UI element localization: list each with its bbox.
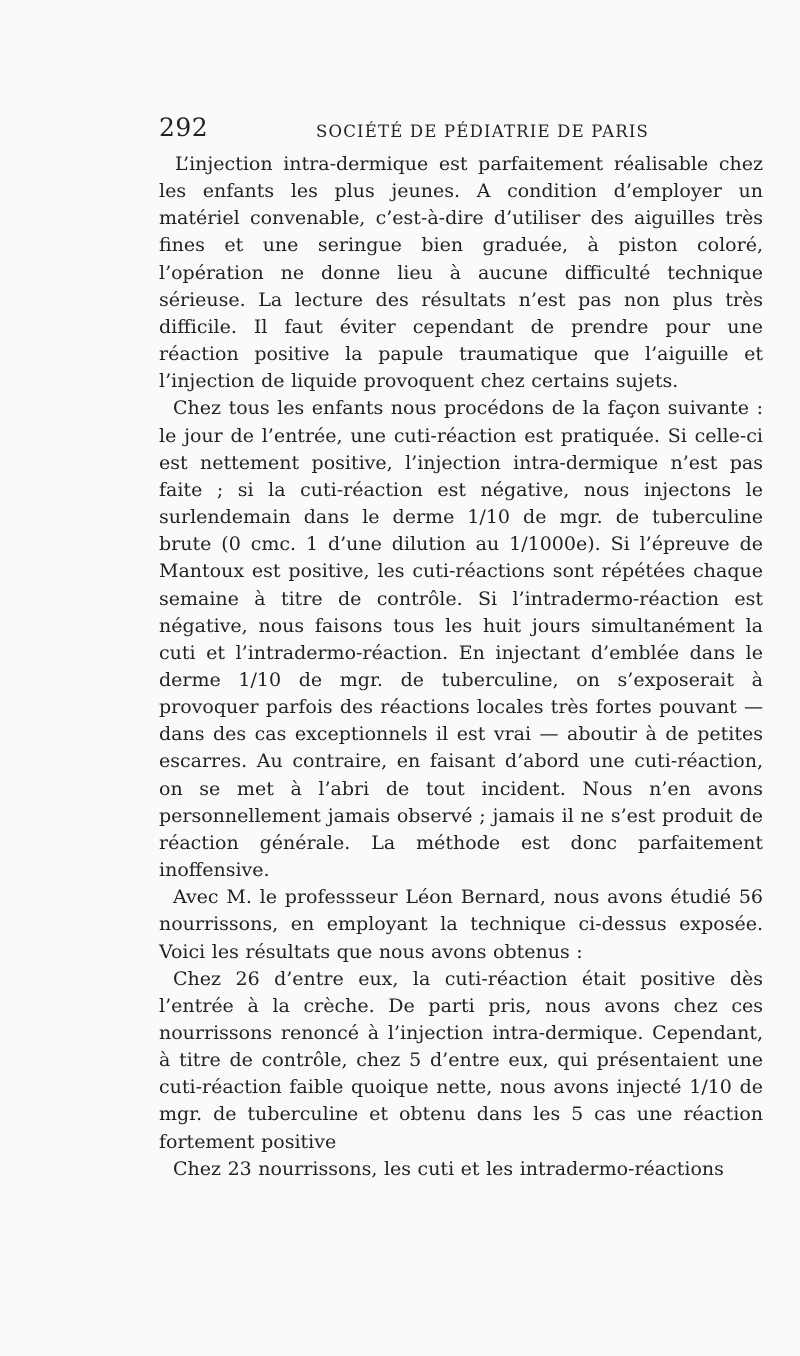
paragraph: Chez 26 d’entre eux, la cuti-réaction était positive dès l’entrée à la crèche. De parti pris, nous avons chez ces nourrissons renoncé à l’injection intra-dermique. Cependant, à titre de contrôle, chez 5 d’entre eux, qui présentaient une cuti-réaction faible quoique nette, nous avons injecté 1/10 de mgr. de tuberculine et obtenu dans les 5 cas une réaction fortement positive	[159, 967, 763, 1153]
paragraph: L’injection intra-dermique est parfaitement réalisable chez les enfants les plus jeunes. A condition d’employer un matériel convenable, c’est-à-dire d’utiliser des aiguilles très fines et une seringue bien graduée, à piston coloré, l’opération ne donne lieu à aucune difficulté technique sérieuse. La lecture des résultats n’est pas non plus très difficile. Il faut éviter cependant de prendre pour une réaction positive la papule traumatique que l’aiguille et l’injection de liquide provoquent chez certains sujets.	[159, 153, 763, 393]
paragraph: Chez 23 nourrissons, les cuti et les intradermo-réactions	[173, 1157, 724, 1180]
page-header	[159, 113, 763, 147]
running-title: SOCIÉTÉ DE PÉDIATRIE DE PARIS	[316, 122, 650, 141]
paragraph: Avec M. le professseur Léon Bernard, nous avons étudié 56 nourrissons, en employant la technique ci-dessus exposée. Voici les résultats que nous avons obtenus :	[159, 886, 763, 963]
body-text	[159, 151, 763, 1183]
paragraph: Chez tous les enfants nous procédons de la façon suivante : le jour de l’entrée, une cuti-réaction est pratiquée. Si celle-ci est nettement positive, l’injection intra-dermique n’est pas faite ; si la cuti-réaction est négative, nous injectons le surlendemain dans le derme 1/10 de mgr. de tuberculine brute (0 cmc. 1 d’une dilution au 1/1000e). Si l’épreuve de Mantoux est positive, les cuti-réactions sont répétées chaque semaine à titre de contrôle. Si l’intradermo-réaction est négative, nous faisons tous les huit jours simultanément la cuti et l’intradermo-réaction. En injectant d’emblée dans le derme 1/10 de mgr. de tuberculine, on s’exposerait à provoquer parfois des réactions locales très fortes pouvant — dans des cas exceptionnels il est vrai — aboutir à de petites escarres. Au contraire, en faisant d’abord une cuti-réaction, on se met à l’abri de tout incident. Nous n’en avons personnellement jamais observé ; jamais il ne s’est produit de réaction générale. La méthode est donc parfaitement inoffensive.	[159, 397, 763, 882]
page-number: 292	[159, 113, 209, 142]
